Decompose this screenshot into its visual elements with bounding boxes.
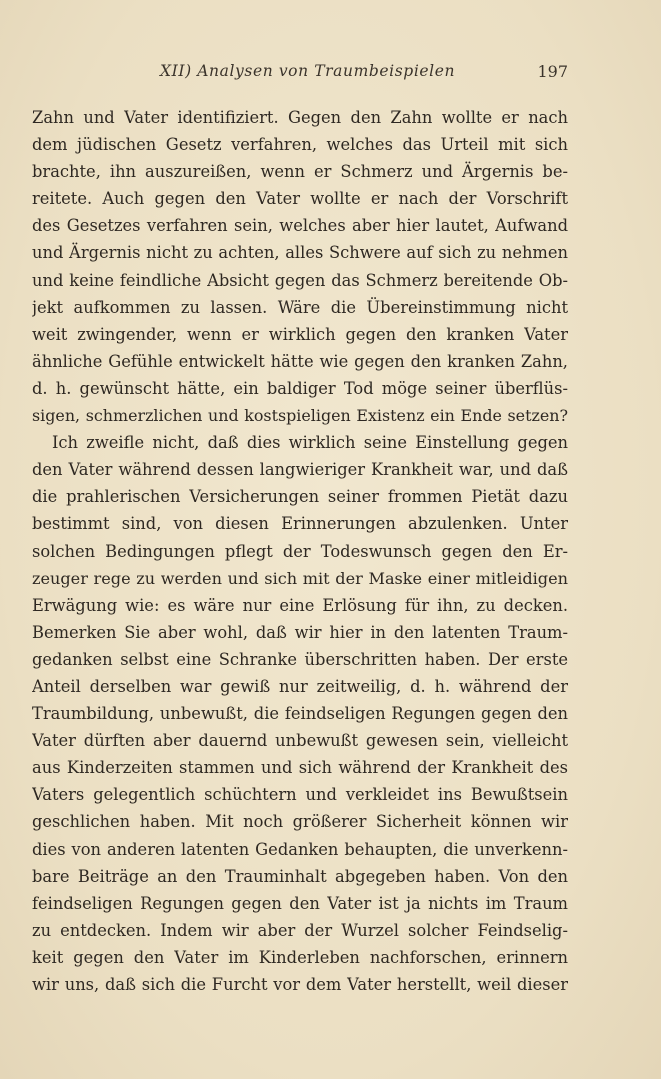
text-line: den Vater während dessen langwieriger Krankheit war, und daß [32, 460, 568, 480]
text-line: feindseligen Regungen gegen den Vater ist ja nichts im Traum [32, 893, 568, 913]
text-line: und Ärgernis nicht zu achten, alles Schwere auf sich zu nehmen [32, 243, 568, 263]
body-text [32, 104, 568, 998]
text-line: sigen, schmerzlichen und kostspieligen Existenz ein Ende setzen? [32, 406, 568, 426]
text-line: Anteil derselben war gewiß nur zeitweilig, d. h. während der [32, 676, 568, 696]
text-line: dem jüdischen Gesetz verfahren, welches das Urteil mit sich [32, 135, 568, 155]
text-line: zeuger rege zu werden und sich mit der Maske einer mitleidigen [32, 568, 568, 588]
text-line: ähnliche Gefühle entwickelt hätte wie gegen den kranken Zahn, [32, 351, 568, 371]
text-line: reitete. Auch gegen den Vater wollte er nach der Vorschrift [32, 189, 568, 209]
text-line: keit gegen den Vater im Kinderleben nachforschen, erinnern [32, 947, 568, 967]
text-line: brachte, ihn auszureißen, wenn er Schmerz und Ärgernis be- [32, 162, 568, 182]
text-line: bare Beiträge an den Trauminhalt abgegeben haben. Von den [32, 866, 568, 886]
text-line: dies von anderen latenten Gedanken behaupten, die unverkenn- [32, 839, 568, 859]
text-line: geschlichen haben. Mit noch größerer Sicherheit können wir [32, 812, 568, 832]
running-header [32, 62, 568, 86]
page-number: 197 [537, 62, 568, 81]
text-line: zu entdecken. Indem wir aber der Wurzel solcher Feindselig- [32, 920, 568, 940]
text-line: Vater dürften aber dauernd unbewußt gewesen sein, vielleicht [32, 731, 568, 751]
text-line: solchen Bedingungen pflegt der Todeswunsch gegen den Er- [32, 541, 568, 561]
text-line: gedanken selbst eine Schranke überschritten haben. Der erste [32, 649, 568, 669]
text-line: d. h. gewünscht hätte, ein baldiger Tod möge seiner überflüs- [32, 378, 568, 398]
text-line: Traumbildung, unbewußt, die feindseligen Regungen gegen den [32, 704, 568, 724]
text-line: des Gesetzes verfahren sein, welches aber hier lautet, Aufwand [32, 216, 568, 236]
text-line: Bemerken Sie aber wohl, daß wir hier in den latenten Traum- [32, 622, 568, 642]
text-line: jekt aufkommen zu lassen. Wäre die Übereinstimmung nicht [32, 297, 568, 317]
text-line: wir uns, daß sich die Furcht vor dem Vater herstellt, weil dieser [32, 975, 568, 994]
text-line: weit zwingender, wenn er wirklich gegen den kranken Vater [32, 324, 568, 344]
chapter-title: XII) Analysen von Traumbeispielen [160, 62, 456, 80]
text-line: aus Kinderzeiten stammen und sich während der Krankheit des [32, 758, 568, 778]
text-line: Zahn und Vater identifiziert. Gegen den Zahn wollte er nach [32, 108, 568, 127]
text-line: Ich zweifle nicht, daß dies wirklich seine Einstellung gegen [52, 433, 568, 453]
text-line: Vaters gelegentlich schüchtern und verkleidet ins Bewußtsein [32, 785, 568, 805]
text-line: Erwägung wie: es wäre nur eine Erlösung für ihn, zu decken. [32, 595, 568, 615]
text-line: und keine feindliche Absicht gegen das Schmerz bereitende Ob- [32, 270, 568, 290]
text-line: bestimmt sind, von diesen Erinnerungen abzulenken. Unter [32, 514, 568, 534]
text-line: die prahlerischen Versicherungen seiner frommen Pietät dazu [32, 487, 568, 507]
